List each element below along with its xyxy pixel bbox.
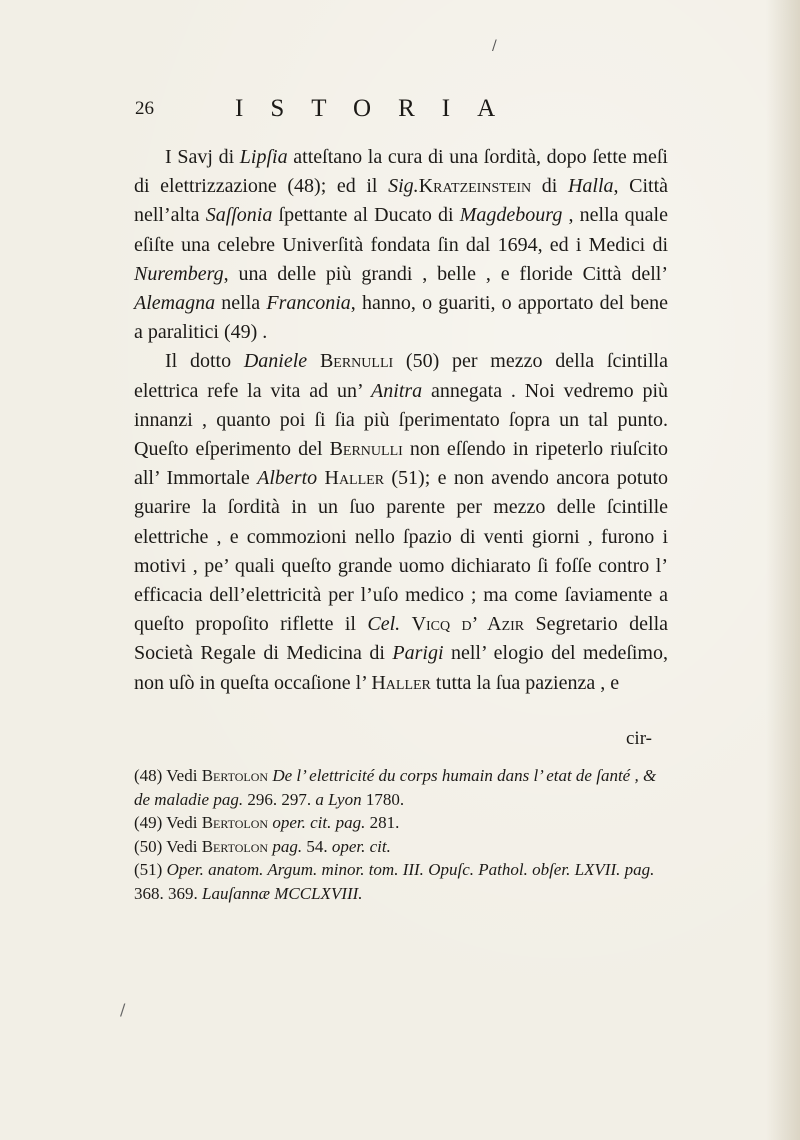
stray-mark-top: /: [492, 38, 497, 54]
footnote: [134, 835, 668, 859]
footnote-segment: 296. 297.: [243, 789, 316, 809]
footnote-segment: Bertolon: [201, 836, 269, 856]
footnote-segment: 1780.: [361, 789, 405, 809]
paragraph-segment: non eſſendo in ripeterlo riuſcito all’ Immortale: [134, 438, 668, 490]
paragraph-segment: tutta la ſua pazienza , e: [430, 671, 620, 694]
page-header: [135, 95, 675, 128]
paragraph-segment: Parigi: [392, 642, 444, 665]
footnote-segment: 281.: [365, 813, 400, 832]
footnote-segment: De l’ elettricité du corps humain dans l’ etat de ſanté , & de maladie pag.: [134, 766, 657, 809]
paragraph-segment: nella: [215, 292, 267, 315]
paragraph-segment: Alemagna: [134, 292, 216, 315]
paragraph-segment: Bernulli: [329, 438, 403, 461]
paragraph-segment: Haller: [371, 671, 431, 694]
paragraph-segment: Saſſonia: [205, 204, 273, 227]
paragraph-segment: ſpettante al Ducato di: [272, 204, 460, 227]
footnote-segment: pag.: [272, 836, 303, 856]
paragraph-segment: Segretario della Società Regale di Medicina di: [134, 613, 669, 665]
footnote: [134, 764, 668, 811]
paragraph-segment: , hanno, o guariti, o apportato del bene a paralitici (49) .: [134, 292, 668, 344]
paragraph-segment: , una delle più grandi , belle , e floride Città dell’: [223, 262, 668, 285]
paragraph-segment: , Città nell’alta: [134, 175, 669, 227]
page-number: 26: [135, 98, 154, 119]
paragraph-segment: annegata . Noi vedremo più innanzi , quanto poi ſi ſia più ſperimentato ſopra un tal punto. Queſto eſperimento del: [134, 379, 669, 461]
paragraph-segment: Nuremberg: [134, 262, 224, 285]
paragraph-segment: Alberto: [257, 467, 318, 490]
footnote-segment: (50) Vedi: [134, 836, 202, 856]
paragraph-segment: Halla: [567, 175, 614, 198]
paragraph-segment: Haller: [324, 467, 385, 490]
paragraph-segment: Anitra: [371, 379, 423, 402]
footnote-segment: Bertolon: [201, 813, 269, 832]
footnote-segment: Bertolon: [201, 766, 269, 785]
paragraph-segment: (51); e non avendo ancora potuto guarire la ſordità in un ſuo parente per mezzo delle ſcintille elettriche , e commozioni nello ſpazio di venti giorni , furono i motivi , pe’ quali queſto grande uomo dichiarato ſi foſſe contro l’ efficacia dell’elettricità per l’uſo medico ; ma come ſaviamente a queſto propoſito riflette il: [134, 467, 669, 636]
footnote: [134, 858, 668, 905]
footnote-segment: (49) Vedi: [134, 813, 202, 832]
paragraph-segment: I Savj di: [165, 146, 240, 168]
paragraph-segment: Sig.: [388, 175, 419, 198]
body-text: [134, 143, 668, 698]
paragraph-segment: , nella quale eſiſte una celebre Univerſità fondata ſin dal 1694, ed i Medici di: [134, 204, 668, 256]
footnotes: [134, 764, 668, 905]
running-head: ISTORIA: [235, 95, 523, 122]
paragraph-segment: [400, 613, 411, 635]
footnote: [134, 811, 668, 835]
paragraph-segment: Franconia: [266, 292, 351, 315]
paragraph-segment: nell’ elogio del medeſimo, non uſò in queſta occaſione l’: [134, 642, 668, 694]
catchword: cir-: [626, 728, 652, 749]
paragraph-segment: Magdebourg: [459, 204, 563, 227]
footnote-segment: 54.: [302, 836, 332, 856]
paragraph-segment: Bernulli: [319, 350, 394, 373]
paragraph: [134, 143, 668, 347]
paragraph-segment: di: [531, 175, 568, 198]
paragraph-segment: Il dotto: [165, 350, 244, 373]
page-edge-shadow: [766, 0, 800, 1140]
footnote-segment: Oper. anatom. Argum. minor. tom.: [166, 860, 399, 879]
footnote-segment: 368. 369.: [134, 883, 202, 903]
footnote-segment: oper. cit.: [331, 836, 391, 856]
paragraph-segment: Lipſia: [239, 146, 288, 168]
footnote-segment: (51): [134, 860, 167, 879]
paragraph-segment: Vicq d’ Azir: [411, 613, 525, 636]
paragraph-segment: [307, 350, 320, 372]
paragraph-segment: atteſtano la cura di una ſordità, dopo ſette meſi di elettrizzazione (48); ed il: [134, 146, 668, 198]
paragraph-segment: (50) per mezzo della ſcintilla elettrica refe la vita ad un’: [134, 350, 668, 402]
footnote-segment: Opuſc. Pathol. obſer. LXVII. pag.: [428, 860, 655, 879]
footnote-segment: oper. cit. pag.: [272, 813, 366, 832]
paragraph-segment: [317, 467, 324, 489]
paragraph-segment: Daniele: [243, 350, 308, 373]
footnote-segment: (48) Vedi: [134, 766, 202, 785]
stray-mark-bottom: /: [120, 1000, 126, 1019]
footnote-segment: III.: [402, 860, 424, 879]
footnote-segment: a Lyon: [315, 789, 362, 809]
paragraph-segment: Cel.: [367, 613, 401, 636]
paragraph: [134, 347, 668, 697]
paragraph-segment: Kratzeinstein: [418, 175, 532, 198]
footnote-segment: Lauſannæ MCCLXVIII.: [202, 883, 363, 903]
